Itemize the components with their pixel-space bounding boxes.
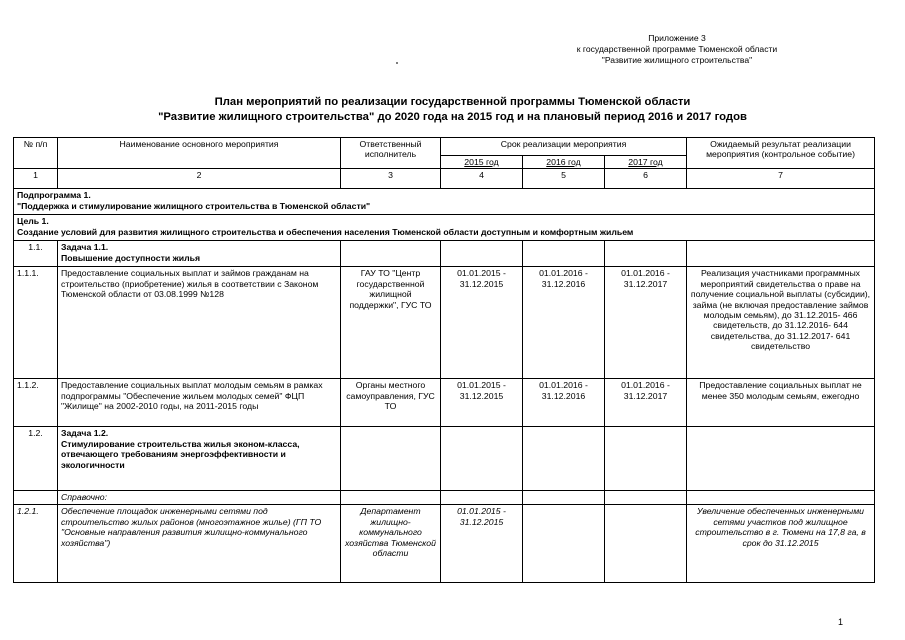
empty-cell [523, 427, 605, 491]
task-1-2-title: Стимулирование строительства жилья эконом-класса, отвечающего требованиям энергоэффективности и экологичности [61, 438, 300, 470]
empty-cell [605, 427, 687, 491]
page-number: 1 [838, 617, 844, 627]
subprogram-label: Подпрограмма 1. [17, 190, 91, 201]
empty-cell [523, 505, 605, 583]
reference-row [14, 491, 875, 505]
colnum-5: 5 [523, 169, 605, 189]
header-2017: 2017 год [605, 156, 687, 169]
task-1-2-row [14, 427, 875, 491]
empty-cell [605, 241, 687, 267]
row-1-1-2-num: 1.1.2. [14, 379, 58, 427]
scan-speck [396, 62, 398, 64]
empty-cell [523, 241, 605, 267]
row-1-2-1-result: Увеличение обеспеченных инженерными сетями участков под жилищное строительство в г. Тюмени на 17,8 га, в срок до 31.12.2015 [687, 505, 875, 583]
appendix-line-2: к государственной программе Тюменской области [576, 44, 778, 54]
plan-table [13, 137, 875, 583]
empty-cell [687, 491, 875, 505]
row-1-2-1-2015: 01.01.2015 - 31.12.2015 [441, 505, 523, 583]
row-1-2-1-executor: Департамент жилищно-коммунального хозяйства Тюменской области [341, 505, 441, 583]
reference-label: Справочно: [58, 491, 341, 505]
row-1-1-2-executor: Органы местного самоуправления, ГУС ТО [341, 379, 441, 427]
empty-cell [341, 491, 441, 505]
header-num: № п/п [14, 138, 58, 169]
empty-cell [441, 427, 523, 491]
row-1-1-1-2015: 01.01.2015 - 31.12.2015 [441, 267, 523, 379]
colnum-7: 7 [687, 169, 875, 189]
row-1-1-2 [14, 379, 875, 427]
column-numbers-row [14, 169, 875, 189]
header-2016: 2016 год [523, 156, 605, 169]
header-period: Срок реализации мероприятия [441, 138, 687, 156]
subprogram-title: "Поддержка и стимулирование жилищного строительства в Тюменской области" [17, 200, 371, 211]
colnum-1: 1 [14, 169, 58, 189]
appendix-line-3: "Развитие жилищного строительства" [601, 55, 753, 65]
colnum-3: 3 [341, 169, 441, 189]
empty-cell [687, 241, 875, 267]
empty-cell [687, 427, 875, 491]
row-1-1-1-executor: ГАУ ТО "Центр государственной жилищной поддержки", ГУС ТО [341, 267, 441, 379]
colnum-4: 4 [441, 169, 523, 189]
empty-cell [441, 241, 523, 267]
header-result: Ожидаемый результат реализации мероприятия (контрольное событие) [687, 138, 875, 169]
task-1-2-num: 1.2. [14, 427, 58, 491]
row-1-1-1 [14, 267, 875, 379]
header-name: Наименование основного мероприятия [58, 138, 341, 169]
empty-cell [341, 241, 441, 267]
task-1-1-title: Повышение доступности жилья [61, 252, 201, 263]
appendix-line-1: Приложение 3 [648, 33, 706, 43]
row-1-2-1 [14, 505, 875, 583]
row-1-1-1-2016: 01.01.2016 - 31.12.2016 [523, 267, 605, 379]
appendix-note [527, 33, 827, 66]
task-1-2-label: Задача 1.2. [61, 428, 109, 439]
row-1-2-1-num: 1.2.1. [14, 505, 58, 583]
goal-label: Цель 1. [17, 216, 49, 227]
header-executor: Ответственный исполнитель [341, 138, 441, 169]
colnum-6: 6 [605, 169, 687, 189]
empty-cell [605, 505, 687, 583]
row-1-1-2-2016: 01.01.2016 - 31.12.2016 [523, 379, 605, 427]
task-1-1-num: 1.1. [14, 241, 58, 267]
goal-row [14, 215, 875, 241]
empty-cell [605, 491, 687, 505]
header-row [14, 138, 875, 156]
task-1-2-cell [58, 427, 341, 491]
empty-cell [341, 427, 441, 491]
empty-cell [523, 491, 605, 505]
empty-cell [14, 491, 58, 505]
row-1-1-1-num: 1.1.1. [14, 267, 58, 379]
goal-cell [14, 215, 875, 241]
document-title [0, 95, 905, 125]
row-1-1-2-result: Предоставление социальных выплат не менее 350 молодым семьям, ежегодно [687, 379, 875, 427]
row-1-1-2-2015: 01.01.2015 - 31.12.2015 [441, 379, 523, 427]
header-2015: 2015 год [441, 156, 523, 169]
row-1-1-1-result: Реализация участниками программных мероприятий свидетельства о праве на получение социальной выплаты (субсидии), займа (не включая предоставление займов молодым семьям), до 31.12.2015- 466 свидетельств, до 31.12.2016- 644 свидетельства, до 31.12.2017- 641 свидетельство [687, 267, 875, 379]
task-1-1-row [14, 241, 875, 267]
subprogram-cell [14, 189, 875, 215]
row-1-2-1-name: Обеспечение площадок инженерными сетями под строительство жилых районов (многоэтажное жилье) (ГП ТО "Основные направления развития жилищно-коммунального хозяйства") [58, 505, 341, 583]
colnum-2: 2 [58, 169, 341, 189]
row-1-1-2-2017: 01.01.2016 - 31.12.2017 [605, 379, 687, 427]
task-1-1-label: Задача 1.1. [61, 242, 109, 253]
task-1-1-cell [58, 241, 341, 267]
row-1-1-2-name: Предоставление социальных выплат молодым семьям в рамках подпрограммы "Обеспечение жильем молодых семей" ФЦП "Жилище" на 2002-2010 годы, на 2011-2015 годы [58, 379, 341, 427]
subprogram-row [14, 189, 875, 215]
empty-cell [441, 491, 523, 505]
row-1-1-1-2017: 01.01.2016 - 31.12.2017 [605, 267, 687, 379]
row-1-1-1-name: Предоставление социальных выплат и займов гражданам на строительство (приобретение) жилья в соответствии с Законом Тюменской области от 03.08.1999 №128 [58, 267, 341, 379]
title-line-2: "Развитие жилищного строительства" до 2020 года на 2015 год и на плановый период 2016 и 2017 годов [158, 111, 747, 123]
title-line-1: План мероприятий по реализации государственной программы Тюменской области [214, 96, 691, 108]
goal-title: Создание условий для развития жилищного строительства и обеспечения населения Тюменской области доступным и комфортным жильем [17, 226, 634, 237]
